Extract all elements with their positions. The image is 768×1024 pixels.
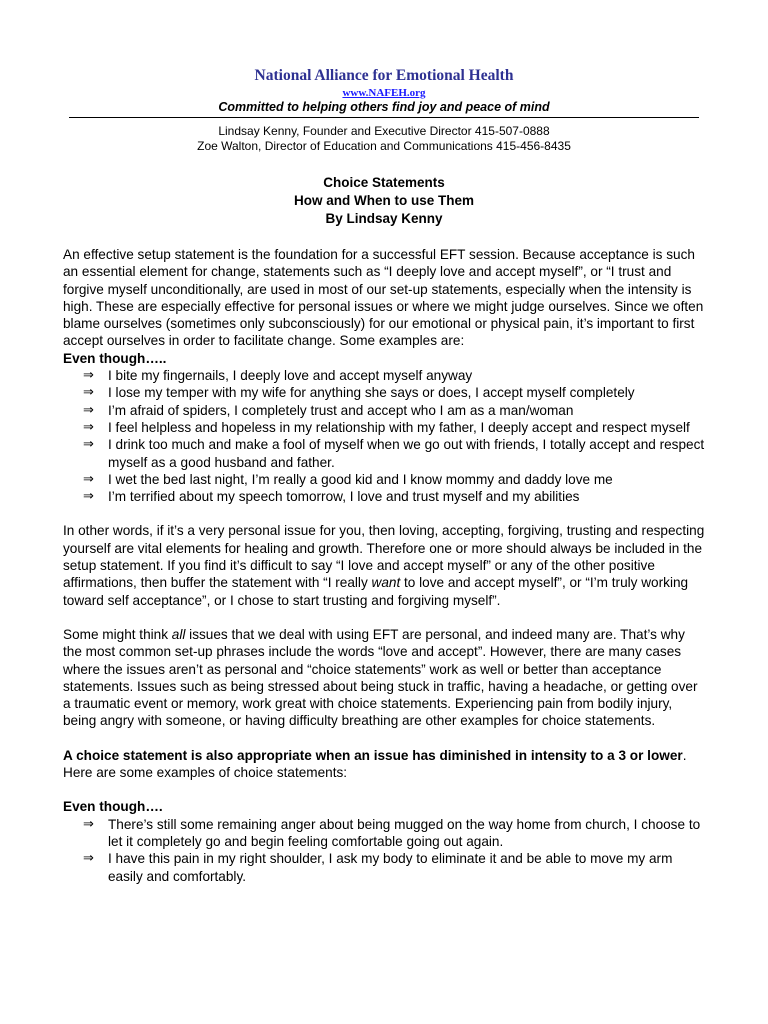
arrow-icon: ⇒ — [83, 437, 94, 453]
document-body — [63, 246, 705, 885]
arrow-icon: ⇒ — [83, 419, 94, 435]
org-name: National Alliance for Emotional Health — [254, 67, 514, 84]
org-tagline: Committed to helping others find joy and peace of mind — [218, 100, 550, 114]
arrow-icon: ⇒ — [83, 471, 94, 487]
list-item: ⇒ There’s still some remaining anger about being mugged on the way home from church, I choose to let it completely go and begin feeling comfortable going out again. — [83, 816, 701, 849]
arrow-icon: ⇒ — [83, 385, 94, 401]
list-2 — [63, 816, 705, 885]
list-item: ⇒ I wet the bed last night, I’m really a good kid and I know mommy and daddy love me — [83, 471, 613, 487]
list-2-heading: Even though…. — [63, 799, 163, 815]
paragraph-4-bold: A choice statement is also appropriate when an issue has diminished in intensity to a 3 or lower — [63, 747, 683, 763]
arrow-icon: ⇒ — [83, 368, 94, 384]
org-url-link[interactable]: www.NAFEH.org — [342, 87, 426, 99]
document-titles — [63, 174, 705, 228]
list-item: ⇒ I feel helpless and hopeless in my relationship with my father, I deeply accept and respect myself — [83, 419, 690, 435]
list-item: ⇒ I’m terrified about my speech tomorrow, I love and trust myself and my abilities — [83, 489, 580, 505]
list-item: ⇒ I’m afraid of spiders, I completely trust and accept who I am as a man/woman — [83, 402, 574, 418]
title-subtitle: How and When to use Them — [293, 193, 474, 208]
arrow-icon: ⇒ — [83, 489, 94, 505]
list-item: ⇒ I lose my temper with my wife for anything she says or does, I accept myself completely — [83, 385, 635, 401]
arrow-icon: ⇒ — [83, 402, 94, 418]
title-author: By Lindsay Kenny — [325, 211, 443, 226]
paragraph-4: A choice statement is also appropriate when an issue has diminished in intensity to a 3 or lower. Here are some examples of choice statements: — [63, 747, 687, 781]
arrow-icon: ⇒ — [83, 816, 94, 832]
emphasis-all: all — [171, 626, 186, 642]
header-divider — [69, 117, 699, 118]
list-1 — [63, 367, 705, 505]
paragraph-3: Some might think all issues that we deal with using EFT are personal, and indeed many are. That’s why the most common set-up phrases include the words “love and accept”. However, there are many cases where the issues aren’t as personal and “choice statements” work as well or better than acceptance statements. Issues such as being stressed about being stuck in traffic, having a headache, or getting over a traumatic event or memory, work great with choice statements. Experiencing pain from bodily injury, being angry with someone, or having difficulty breathing are other examples for choice statements. — [63, 626, 698, 729]
emphasis-want: want — [371, 575, 401, 591]
list-item: ⇒ I have this pain in my right shoulder, I ask my body to eliminate it and be able to move my arm easily and comfortably. — [83, 851, 673, 884]
intro-paragraph: An effective setup statement is the foundation for a successful EFT session. Because acceptance is such an essential element for change, statements such as “I deeply love and accept myself”, or “I trust and forgive myself unconditionally, are used in most of our set-up statements, especially when the intensity is high. These are especially effective for personal issues or where we might judge ourselves. Since we often blame ourselves (sometimes only subconsciously) for our emotional or physical pain, it’s important to first accept ourselves in order to facilitate change. Some examples are: — [63, 247, 704, 349]
paragraph-2: In other words, if it’s a very personal issue for you, then loving, accepting, forgiving, trusting and respecting yourself are vital elements for healing and growth. Therefore one or more should always be included in the setup statement. If you find it’s difficult to say “I love and accept myself” or any of the other positive affirmations, then buffer the statement with “I really want to love and accept myself”, or “I’m truly working toward self acceptance”, or I chose to start trusting and forgiving myself”. — [63, 523, 705, 608]
contact-block — [63, 124, 705, 154]
list-item: ⇒ I bite my fingernails, I deeply love and accept myself anyway — [83, 368, 473, 384]
list-1-heading: Even though….. — [63, 350, 167, 366]
contact-director: Zoe Walton, Director of Education and Communications 415-456-8435 — [197, 139, 571, 153]
list-item: ⇒ I drink too much and make a fool of myself when we go out with friends, I totally accept and respect myself as a good husband and father. — [83, 437, 705, 470]
contact-founder: Lindsay Kenny, Founder and Executive Director 415-507-0888 — [218, 124, 550, 138]
arrow-icon: ⇒ — [83, 851, 94, 867]
title-main: Choice Statements — [323, 175, 445, 190]
